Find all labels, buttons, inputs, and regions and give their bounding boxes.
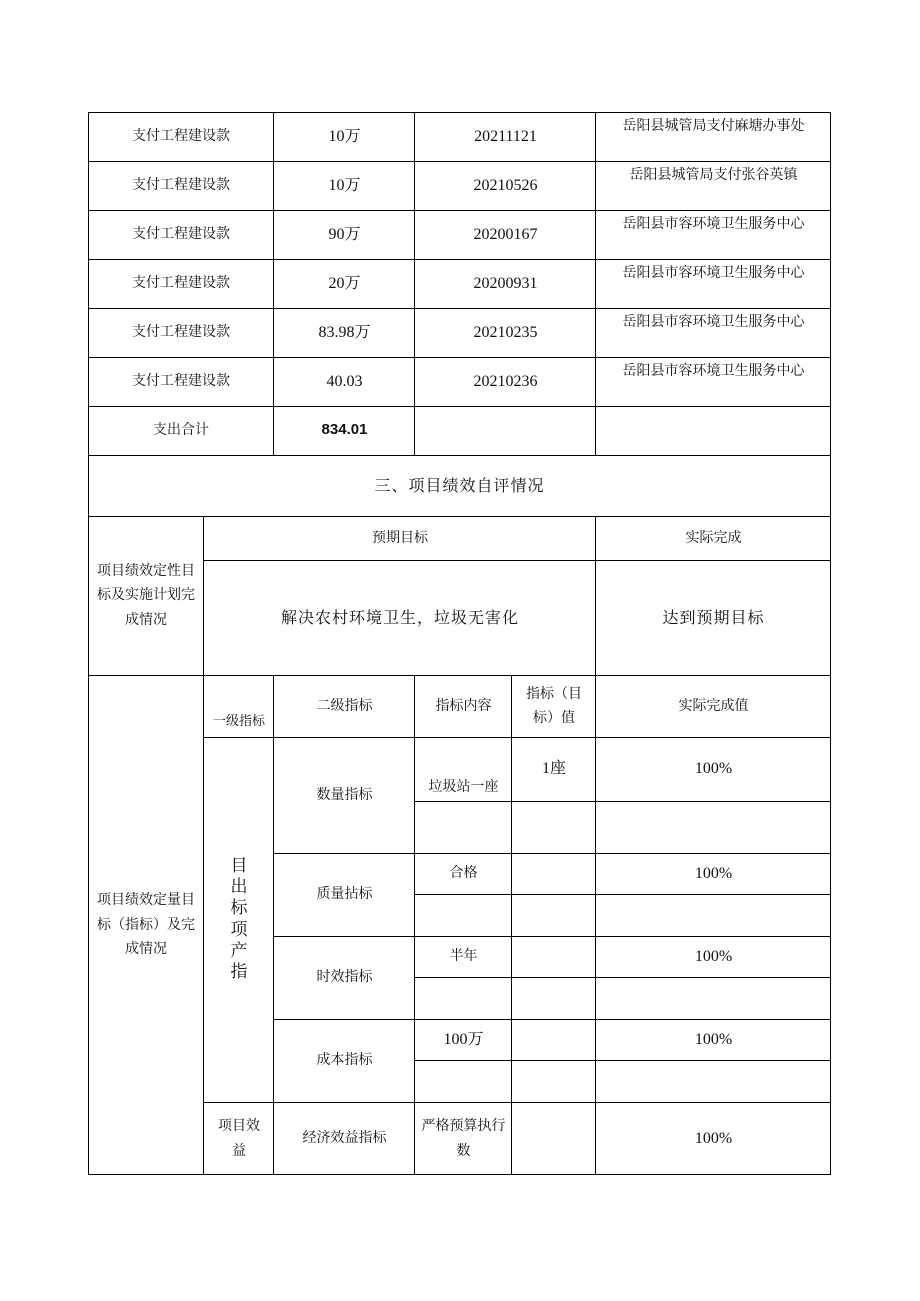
indicator-name: 成本指标	[316, 1052, 373, 1069]
payment-item: 支付工程建设款	[132, 226, 230, 243]
indicator-name: 质量拈标	[316, 886, 373, 903]
expected-goal-header: 预期目标	[372, 529, 428, 546]
indicator-actual: 100%	[694, 947, 733, 965]
benefit-indicator-target	[512, 1102, 596, 1175]
actual-completion-text: 达到预期目标	[662, 607, 765, 627]
payment-voucher: 20211121	[474, 127, 537, 145]
payment-item: 支付工程建设款	[132, 275, 230, 292]
indicator-target	[512, 936, 596, 977]
payment-item: 支付工程建设款	[132, 324, 230, 341]
payment-item: 支付工程建设款	[132, 177, 230, 194]
payment-amount: 20万	[328, 274, 361, 292]
payment-voucher: 20210235	[473, 323, 538, 341]
payment-amount: 40.03	[326, 372, 363, 390]
payment-amount: 10万	[328, 176, 361, 194]
quantitative-row-label: 项目绩效定量目标（指标）及完成情况	[97, 892, 195, 958]
payment-amount: 10万	[328, 127, 361, 145]
target-header: 指标（目标）值	[526, 685, 582, 726]
payment-note: 岳阳县市容环境卫生服务中心	[622, 363, 805, 379]
level1-header: 一级指标	[212, 714, 265, 730]
benefit-group: 项目效益	[218, 1118, 260, 1159]
performance-table	[88, 112, 831, 1175]
payment-item: 支付工程建设款	[132, 128, 230, 145]
indicator-target	[512, 853, 596, 894]
payment-voucher: 20200931	[473, 274, 538, 292]
expected-goal-text: 解决农村环境卫生，垃圾无害化	[280, 607, 519, 627]
section-title: 三、项目绩效自评情况	[374, 475, 545, 495]
indicator-target: 1座	[541, 760, 566, 777]
indicator-content: 半年	[449, 948, 478, 965]
payment-note: 岳阳县城管局支付麻塘办事处	[622, 118, 805, 134]
total-value: 834.01	[321, 421, 368, 439]
payment-voucher: 20210526	[473, 176, 538, 194]
total-label: 支出合计	[153, 422, 209, 439]
actual-value-header: 实际完成值	[678, 697, 749, 714]
payment-voucher: 20210236	[473, 372, 538, 390]
payment-note: 岳阳县城管局支付张谷英镇	[629, 167, 798, 183]
output-indicator-group: 目出标项产指	[230, 855, 248, 982]
payment-note: 岳阳县市容环境卫生服务中心	[622, 265, 805, 281]
indicator-content: 100万	[443, 1030, 484, 1048]
benefit-indicator-name: 经济效益指标	[302, 1130, 387, 1147]
indicator-actual: 100%	[694, 864, 733, 882]
indicator-name: 数量指标	[316, 786, 373, 803]
payment-voucher: 20200167	[473, 225, 538, 243]
indicator-actual: 100%	[694, 1030, 733, 1048]
qualitative-row-label: 项目绩效定性目标及实施计划完成情况	[97, 562, 195, 628]
benefit-indicator-content: 严格预算执行数	[421, 1118, 506, 1159]
indicator-target	[512, 1019, 596, 1060]
indicator-content: 合格	[449, 865, 478, 882]
benefit-indicator-actual: 100%	[694, 1129, 733, 1147]
actual-completion-header: 实际完成	[685, 529, 742, 546]
indicator-actual: 100%	[694, 760, 733, 777]
payment-amount: 83.98万	[318, 323, 371, 341]
payment-note: 岳阳县市容环境卫生服务中心	[622, 314, 805, 330]
indicator-content: 垃圾站一座	[428, 778, 499, 795]
payment-amount: 90万	[328, 225, 361, 243]
level2-header: 二级指标	[316, 697, 373, 714]
payment-item: 支付工程建设款	[132, 373, 230, 390]
payment-note: 岳阳县市容环境卫生服务中心	[622, 216, 805, 232]
indicator-name: 时效指标	[316, 969, 373, 986]
content-header: 指标内容	[435, 697, 492, 714]
